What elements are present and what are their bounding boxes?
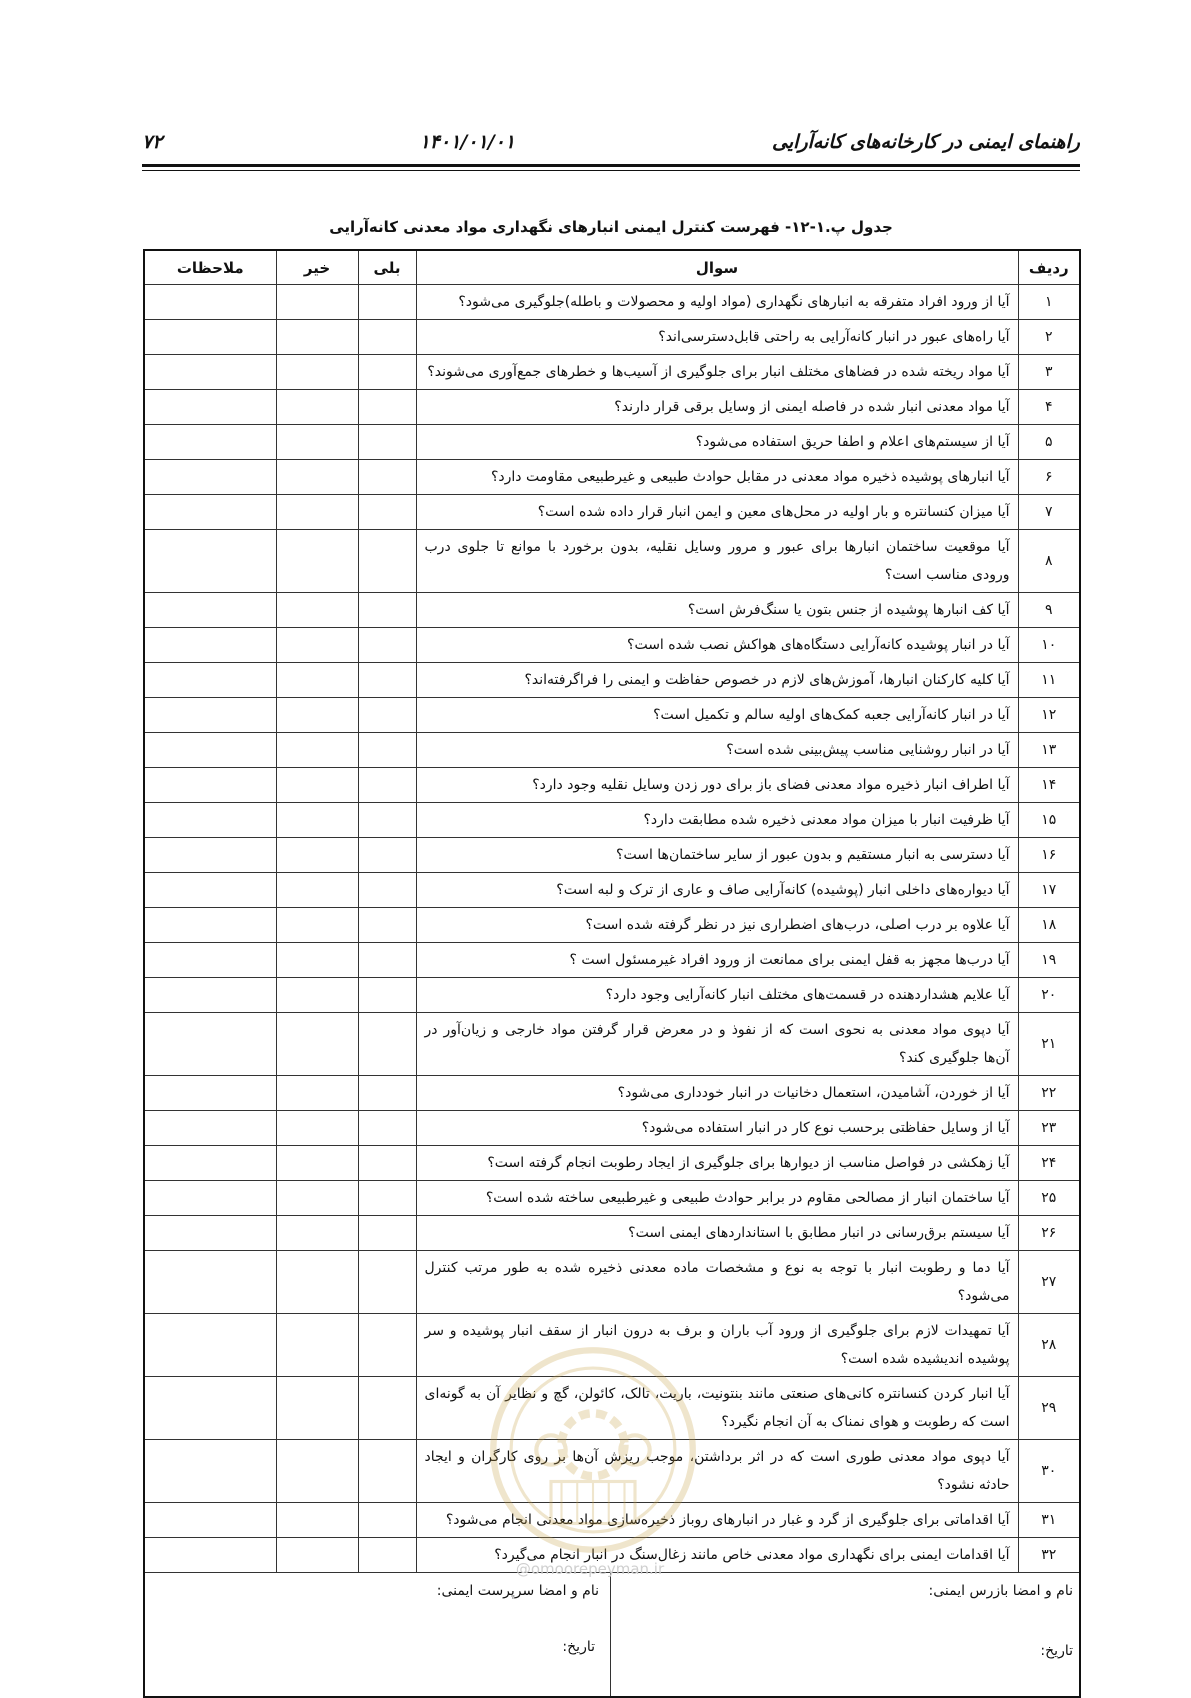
notes-cell[interactable] [144, 1538, 276, 1573]
table-row [144, 873, 1080, 908]
yes-cell[interactable] [358, 460, 416, 495]
row-number: ۹ [1018, 593, 1080, 628]
question-text: آیا در انبار روشنایی مناسب پیش‌بینی شده است؟ [416, 733, 1018, 768]
yes-cell[interactable] [358, 593, 416, 628]
row-number: ۲۳ [1018, 1111, 1080, 1146]
no-cell[interactable] [276, 530, 358, 593]
question-text: آیا علاوه بر درب اصلی، درب‌های اضطراری نیز در نظر گرفته شده است؟ [416, 908, 1018, 943]
header-row-number: ردیف [1018, 250, 1080, 285]
notes-cell[interactable] [144, 768, 276, 803]
yes-cell[interactable] [358, 768, 416, 803]
row-number: ۲۱ [1018, 1013, 1080, 1076]
header-question: سوال [416, 250, 1018, 285]
no-cell[interactable] [276, 1503, 358, 1538]
row-number: ۲۶ [1018, 1216, 1080, 1251]
inspector-date-label: تاریخ: [1040, 1643, 1073, 1659]
question-text: آیا دیواره‌های داخلی انبار (پوشیده) کانه‌آرایی صاف و عاری از ترک و لبه است؟ [416, 873, 1018, 908]
yes-cell[interactable] [358, 495, 416, 530]
book-title: راهنمای ایمنی در کارخانه‌های کانه‌آرایی [772, 131, 1080, 153]
no-cell[interactable] [276, 593, 358, 628]
table-row [144, 460, 1080, 495]
table-row [144, 320, 1080, 355]
row-number: ۲۴ [1018, 1146, 1080, 1181]
yes-cell[interactable] [358, 628, 416, 663]
question-text: آیا کلیه کارکنان انبارها، آموزش‌های لازم در خصوص حفاظت و ایمنی را فراگرفته‌اند؟ [416, 663, 1018, 698]
question-text: آیا راه‌های عبور در انبار کانه‌آرایی به راحتی قابل‌دسترسی‌اند؟ [416, 320, 1018, 355]
row-number: ۵ [1018, 425, 1080, 460]
notes-cell[interactable] [144, 285, 276, 320]
yes-cell[interactable] [358, 320, 416, 355]
notes-cell[interactable] [144, 978, 276, 1013]
table-row [144, 943, 1080, 978]
no-cell[interactable] [276, 1314, 358, 1377]
table-row [144, 285, 1080, 320]
no-cell[interactable] [276, 838, 358, 873]
no-cell[interactable] [276, 1538, 358, 1573]
notes-cell[interactable] [144, 1251, 276, 1314]
question-text: آیا تمهیدات لازم برای جلوگیری از ورود آب باران و برف به درون انبار از سقف انبار پوشیده و سر پوشیده اندیشیده شده است؟ [416, 1314, 1018, 1377]
no-cell[interactable] [276, 1377, 358, 1440]
page-number: ۷۲ [142, 131, 163, 153]
yes-cell[interactable] [358, 1251, 416, 1314]
yes-cell[interactable] [358, 1146, 416, 1181]
supervisor-signature-label: نام و امضا سرپرست ایمنی: [436, 1583, 599, 1599]
yes-cell[interactable] [358, 733, 416, 768]
question-text: آیا سیستم برق‌رسانی در انبار مطابق با استانداردهای ایمنی است؟ [416, 1216, 1018, 1251]
no-cell[interactable] [276, 285, 358, 320]
yes-cell[interactable] [358, 1111, 416, 1146]
table-row [144, 1251, 1080, 1314]
question-text: آیا دپوی مواد معدنی طوری است که در اثر برداشتن، موجب ریزش آن‌ها بر روی کارگران و ایجاد حادثه نشود؟ [416, 1440, 1018, 1503]
header-notes: ملاحظات [144, 250, 276, 285]
notes-cell[interactable] [144, 908, 276, 943]
no-cell[interactable] [276, 978, 358, 1013]
table-row [144, 838, 1080, 873]
notes-cell[interactable] [144, 1314, 276, 1377]
table-row [144, 1076, 1080, 1111]
no-cell[interactable] [276, 908, 358, 943]
no-cell[interactable] [276, 1181, 358, 1216]
notes-cell[interactable] [144, 460, 276, 495]
question-text: آیا کف انبارها پوشیده از جنس بتون یا سنگ‌فرش است؟ [416, 593, 1018, 628]
table-row [144, 1377, 1080, 1440]
notes-cell[interactable] [144, 320, 276, 355]
question-text: آیا مواد معدنی انبار شده در فاصله ایمنی از وسایل برقی قرار دارند؟ [416, 390, 1018, 425]
header-no: خیر [276, 250, 358, 285]
no-cell[interactable] [276, 495, 358, 530]
question-text: آیا اقدامات ایمنی برای نگهداری مواد معدنی خاص مانند زغال‌سنگ در انبار انجام می‌گیرد؟ [416, 1538, 1018, 1573]
no-cell[interactable] [276, 1216, 358, 1251]
yes-cell[interactable] [358, 1440, 416, 1503]
question-text: آیا دپوی مواد معدنی به نحوی است که از نفوذ و در معرض قرار گرفتن مواد خارجی و زیان‌آور در آن‌ها جلوگیری کند؟ [416, 1013, 1018, 1076]
notes-cell[interactable] [144, 1146, 276, 1181]
signature-area [144, 1573, 1080, 1698]
table-row [144, 908, 1080, 943]
question-text: آیا در انبار کانه‌آرایی جعبه کمک‌های اولیه سالم و تکمیل است؟ [416, 698, 1018, 733]
question-text: آیا اطراف انبار ذخیره مواد معدنی فضای باز برای دور زدن وسایل نقلیه وجود دارد؟ [416, 768, 1018, 803]
table-row [144, 698, 1080, 733]
question-text: آیا دسترسی به انبار مستقیم و بدون عبور از سایر ساختمان‌ها است؟ [416, 838, 1018, 873]
row-number: ۳ [1018, 355, 1080, 390]
yes-cell[interactable] [358, 943, 416, 978]
yes-cell[interactable] [358, 1314, 416, 1377]
table-row [144, 663, 1080, 698]
notes-cell[interactable] [144, 733, 276, 768]
question-text: آیا از خوردن، آشامیدن، استعمال دخانیات در انبار خودداری می‌شود؟ [416, 1076, 1018, 1111]
no-cell[interactable] [276, 698, 358, 733]
no-cell[interactable] [276, 663, 358, 698]
signature-row [144, 1573, 1080, 1698]
question-text: آیا درب‌ها مجهز به قفل ایمنی برای ممانعت از ورود افراد غیرمسئول است ؟ [416, 943, 1018, 978]
inspector-signature-label: نام و امضا بازرس ایمنی: [928, 1583, 1073, 1599]
table-header-row [144, 250, 1080, 285]
table-row [144, 1314, 1080, 1377]
yes-cell[interactable] [358, 1076, 416, 1111]
no-cell[interactable] [276, 390, 358, 425]
table-row [144, 1146, 1080, 1181]
row-number: ۲۸ [1018, 1314, 1080, 1377]
yes-cell[interactable] [358, 698, 416, 733]
question-text: آیا انبار کردن کنسانتره کانی‌های صنعتی مانند بنتونیت، باریت، تالک، کائولن، گچ و نظایر آن به گونه‌ای است که رطوبت و هوای نمناک به آن انجام نگیرد؟ [416, 1377, 1018, 1440]
table-row [144, 1013, 1080, 1076]
row-number: ۳۱ [1018, 1503, 1080, 1538]
notes-cell[interactable] [144, 495, 276, 530]
notes-cell[interactable] [144, 593, 276, 628]
no-cell[interactable] [276, 355, 358, 390]
header-yes: بلی [358, 250, 416, 285]
header-rule-thin [142, 170, 1080, 171]
table-row [144, 390, 1080, 425]
notes-cell[interactable] [144, 873, 276, 908]
question-text: آیا زهکشی در فواصل مناسب از دیوارها برای جلوگیری از ایجاد رطوبت انجام گرفته است؟ [416, 1146, 1018, 1181]
table-row [144, 768, 1080, 803]
yes-cell[interactable] [358, 1181, 416, 1216]
header-rule-thick [142, 164, 1080, 167]
row-number: ۱۴ [1018, 768, 1080, 803]
no-cell[interactable] [276, 943, 358, 978]
yes-cell[interactable] [358, 1216, 416, 1251]
row-number: ۱۱ [1018, 663, 1080, 698]
row-number: ۲۹ [1018, 1377, 1080, 1440]
notes-cell[interactable] [144, 698, 276, 733]
question-text: آیا میزان کنسانتره و بار اولیه در محل‌های معین و ایمن انبار قرار داده شده است؟ [416, 495, 1018, 530]
no-cell[interactable] [276, 1146, 358, 1181]
no-cell[interactable] [276, 1013, 358, 1076]
question-text: آیا از وسایل حفاظتی برحسب نوع کار در انبار استفاده می‌شود؟ [416, 1111, 1018, 1146]
notes-cell[interactable] [144, 803, 276, 838]
yes-cell[interactable] [358, 355, 416, 390]
row-number: ۱۷ [1018, 873, 1080, 908]
no-cell[interactable] [276, 425, 358, 460]
row-number: ۲ [1018, 320, 1080, 355]
no-cell[interactable] [276, 768, 358, 803]
row-number: ۲۲ [1018, 1076, 1080, 1111]
signature-divider [610, 1573, 611, 1696]
table-row [144, 593, 1080, 628]
safety-checklist-table [143, 249, 1081, 1698]
yes-cell[interactable] [358, 1377, 416, 1440]
yes-cell[interactable] [358, 425, 416, 460]
table-row [144, 1216, 1080, 1251]
row-number: ۱۶ [1018, 838, 1080, 873]
no-cell[interactable] [276, 1111, 358, 1146]
table-row [144, 530, 1080, 593]
row-number: ۴ [1018, 390, 1080, 425]
notes-cell[interactable] [144, 663, 276, 698]
notes-cell[interactable] [144, 628, 276, 663]
table-row [144, 803, 1080, 838]
question-text: آیا از سیستم‌های اعلام و اطفا حریق استفاده می‌شود؟ [416, 425, 1018, 460]
row-number: ۱۸ [1018, 908, 1080, 943]
table-row [144, 1503, 1080, 1538]
notes-cell[interactable] [144, 390, 276, 425]
yes-cell[interactable] [358, 663, 416, 698]
question-text: آیا انبارهای پوشیده ذخیره مواد معدنی در مقابل حوادث طبیعی و غیرطبیعی مقاومت دارد؟ [416, 460, 1018, 495]
yes-cell[interactable] [358, 390, 416, 425]
question-text: آیا ساختمان انبار از مصالحی مقاوم در برابر حوادث طبیعی و غیرطبیعی ساخته شده است؟ [416, 1181, 1018, 1216]
supervisor-date-label: تاریخ: [562, 1639, 595, 1655]
table-row [144, 425, 1080, 460]
table-row [144, 1440, 1080, 1503]
notes-cell[interactable] [144, 1111, 276, 1146]
no-cell[interactable] [276, 733, 358, 768]
notes-cell[interactable] [144, 1013, 276, 1076]
notes-cell[interactable] [144, 425, 276, 460]
row-number: ۷ [1018, 495, 1080, 530]
yes-cell[interactable] [358, 1013, 416, 1076]
row-number: ۱۹ [1018, 943, 1080, 978]
row-number: ۶ [1018, 460, 1080, 495]
table-row [144, 1111, 1080, 1146]
question-text: آیا موقعیت ساختمان انبارها برای عبور و مرور وسایل نقلیه، بدون برخورد با موانع تا جلوی درب ورودی مناسب است؟ [416, 530, 1018, 593]
no-cell[interactable] [276, 1076, 358, 1111]
question-text: آیا مواد ریخته شده در فضاهای مختلف انبار برای جلوگیری از آسیب‌ها و خطرهای جمع‌آوری می‌شوند؟ [416, 355, 1018, 390]
yes-cell[interactable] [358, 530, 416, 593]
row-number: ۸ [1018, 530, 1080, 593]
notes-cell[interactable] [144, 943, 276, 978]
no-cell[interactable] [276, 628, 358, 663]
yes-cell[interactable] [358, 838, 416, 873]
notes-cell[interactable] [144, 838, 276, 873]
header-date: ۱۴۰۱/۰۱/۰۱ [419, 131, 515, 153]
question-text: آیا ظرفیت انبار با میزان مواد معدنی ذخیره شده مطابقت دارد؟ [416, 803, 1018, 838]
table-row [144, 495, 1080, 530]
table-row [144, 978, 1080, 1013]
row-number: ۲۷ [1018, 1251, 1080, 1314]
table-row [144, 1181, 1080, 1216]
row-number: ۳۰ [1018, 1440, 1080, 1503]
watermark-text: @omoorepeyman.ir [515, 1560, 665, 1578]
notes-cell[interactable] [144, 1216, 276, 1251]
yes-cell[interactable] [358, 803, 416, 838]
row-number: ۲۵ [1018, 1181, 1080, 1216]
no-cell[interactable] [276, 1440, 358, 1503]
question-text: آیا دما و رطوبت انبار با توجه به نوع و مشخصات ماده معدنی ذخیره شده به طور مرتب کنترل می‌شود؟ [416, 1251, 1018, 1314]
no-cell[interactable] [276, 320, 358, 355]
row-number: ۱۰ [1018, 628, 1080, 663]
question-text: آیا در انبار پوشیده کانه‌آرایی دستگاه‌های هواکش نصب شده است؟ [416, 628, 1018, 663]
notes-cell[interactable] [144, 1377, 276, 1440]
yes-cell[interactable] [358, 978, 416, 1013]
row-number: ۱۳ [1018, 733, 1080, 768]
no-cell[interactable] [276, 1251, 358, 1314]
yes-cell[interactable] [358, 285, 416, 320]
no-cell[interactable] [276, 803, 358, 838]
row-number: ۱۲ [1018, 698, 1080, 733]
no-cell[interactable] [276, 460, 358, 495]
row-number: ۱۵ [1018, 803, 1080, 838]
question-text: آیا علایم هشداردهنده در قسمت‌های مختلف انبار کانه‌آرایی وجود دارد؟ [416, 978, 1018, 1013]
notes-cell[interactable] [144, 1503, 276, 1538]
notes-cell[interactable] [144, 1440, 276, 1503]
table-caption: جدول پ.۱-۱۲- فهرست کنترل ایمنی انبارهای نگهداری مواد معدنی کانه‌آرایی [329, 218, 893, 236]
notes-cell[interactable] [144, 355, 276, 390]
no-cell[interactable] [276, 873, 358, 908]
row-number: ۳۲ [1018, 1538, 1080, 1573]
notes-cell[interactable] [144, 1076, 276, 1111]
table-row [144, 733, 1080, 768]
table-row [144, 628, 1080, 663]
table-row [144, 355, 1080, 390]
yes-cell[interactable] [358, 908, 416, 943]
question-text: آیا اقداماتی برای جلوگیری از گرد و غبار در انبارهای روباز ذخیره‌سازی مواد معدنی انجام می‌شود؟ [416, 1503, 1018, 1538]
yes-cell[interactable] [358, 873, 416, 908]
row-number: ۱ [1018, 285, 1080, 320]
notes-cell[interactable] [144, 530, 276, 593]
page-header [142, 128, 1080, 156]
question-text: آیا از ورود افراد متفرقه به انبارهای نگهداری (مواد اولیه و محصولات و باطله)جلوگیری می‌شود؟ [416, 285, 1018, 320]
yes-cell[interactable] [358, 1503, 416, 1538]
row-number: ۲۰ [1018, 978, 1080, 1013]
yes-cell[interactable] [358, 1538, 416, 1573]
notes-cell[interactable] [144, 1181, 276, 1216]
